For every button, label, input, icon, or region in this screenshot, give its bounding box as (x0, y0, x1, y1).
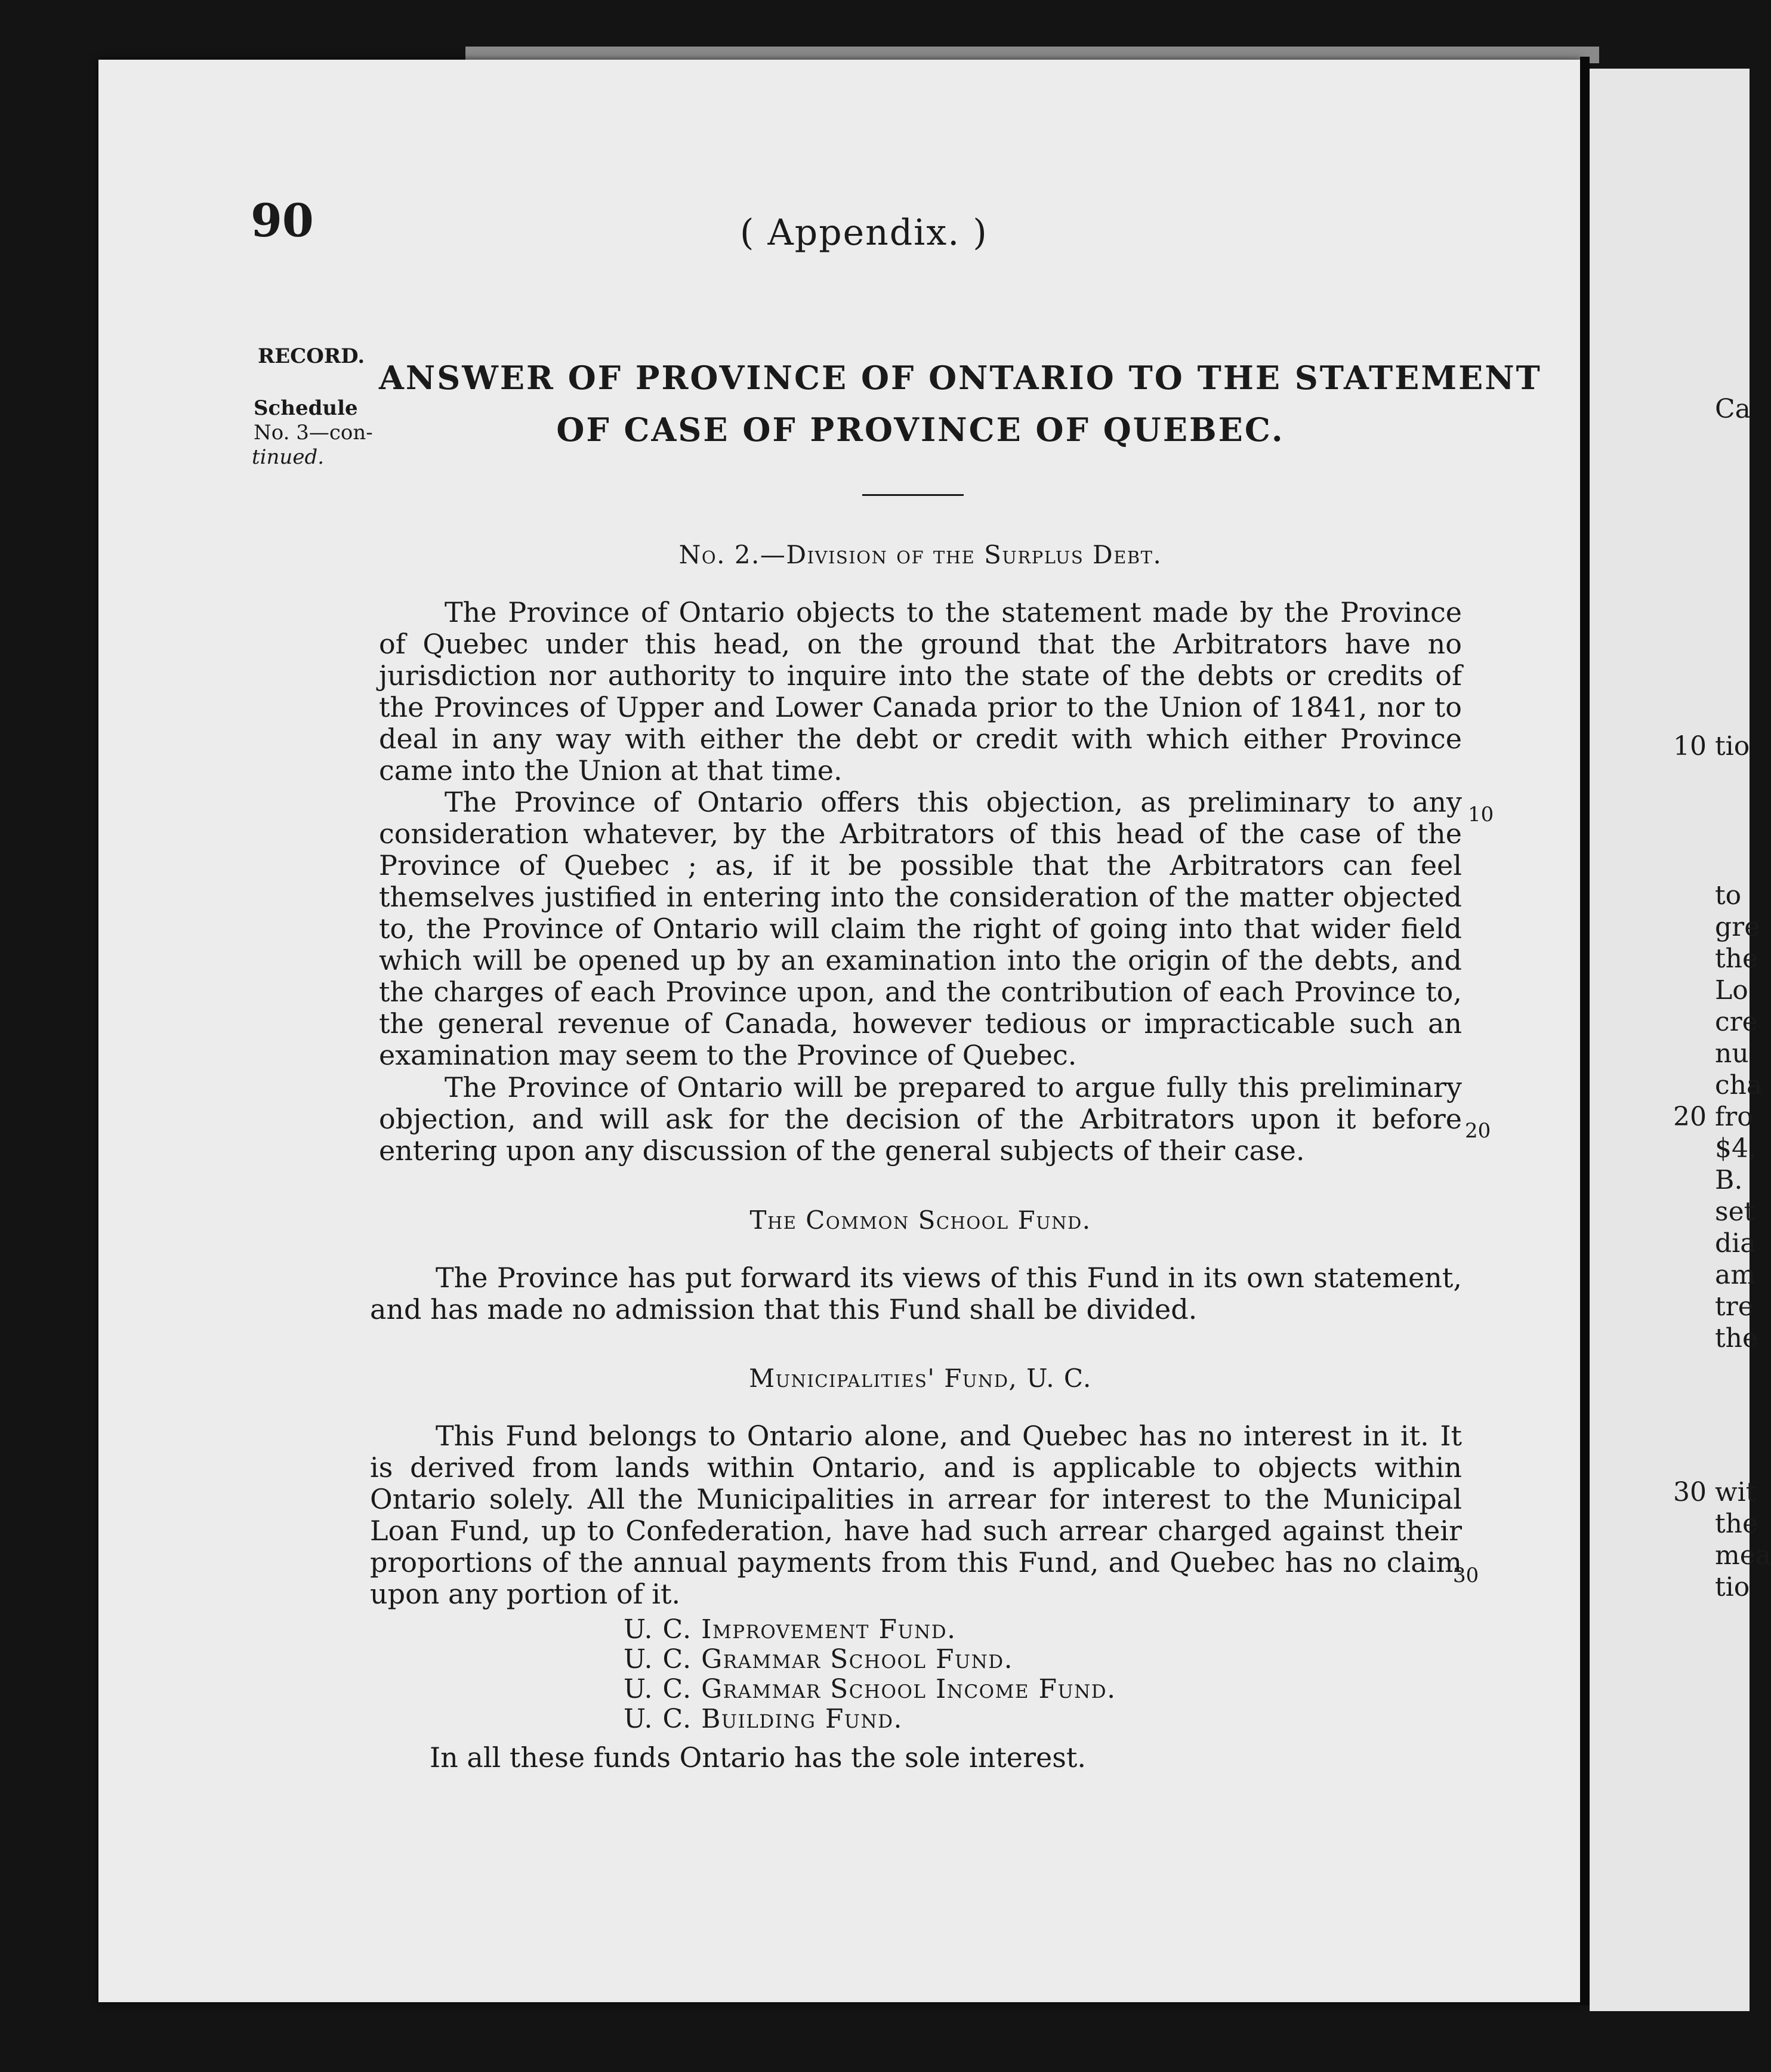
section-heading-common-school: The Common School Fund. (749, 1205, 1091, 1235)
section-heading-surplus-debt: No. 2.—Division of the Surplus Debt. (678, 540, 1162, 569)
facing-fragment: set (1715, 1197, 1755, 1227)
paragraph: The Province of Ontario offers this objection, as preliminary to any consideration whatever, by the Arbitrators of this head of the case of the Province of Quebec ; as, if it be possible that the Arbitrators can feel themselves justified in entering into the consideration of the matter objected to, the Province of Ontario will claim the right of going into that wider field which will be opened up by an examination into the origin of the debts, and the charges of each Province upon, and the contribution of each Province to, the general revenue of Canada, however tedious or impracticable such an examination may seem to the Province of Quebec. (379, 786, 1462, 1071)
facing-fragment: B. (1715, 1165, 1743, 1195)
title-rule (862, 494, 964, 496)
facing-fragment: cha (1715, 1070, 1763, 1100)
page-title-line1: ANSWER OF PROVINCE OF ONTARIO TO THE STATEMENT (379, 359, 1542, 397)
page-title-line2: OF CASE OF PROVINCE OF QUEBEC. (556, 411, 1285, 449)
book-spine (1580, 57, 1590, 2005)
margin-schedule-number: No. 3—con- (254, 421, 373, 445)
facing-fragment: cre (1715, 1007, 1758, 1037)
margin-continued: tinued. (252, 445, 325, 469)
facing-fragment: tre (1715, 1291, 1754, 1322)
facing-fragment: Lo (1715, 975, 1748, 1006)
line-number: 30 (1453, 1564, 1479, 1587)
facing-fragment: tio (1715, 1572, 1750, 1602)
facing-fragment: am (1715, 1260, 1755, 1290)
facing-fragment: 20 fro (1673, 1102, 1753, 1132)
running-head: ( Appendix. ) (740, 212, 988, 254)
facing-fragment: 30 wit (1673, 1477, 1757, 1507)
margin-schedule: Schedule (254, 396, 358, 420)
facing-fragment: the (1715, 944, 1758, 974)
facing-page (1590, 69, 1771, 2011)
facing-fragment: 10 tio (1673, 731, 1750, 761)
fund-list-item: U. C. Grammar School Fund. (624, 1644, 1014, 1675)
facing-fragment: dia (1715, 1228, 1756, 1259)
facing-fragment: Ca (1715, 394, 1751, 424)
facing-fragment: mea (1715, 1540, 1771, 1571)
fund-list-item: U. C. Improvement Fund. (624, 1614, 957, 1645)
fund-list-item: U. C. Grammar School Income Fund. (624, 1674, 1116, 1704)
facing-fragment: $4, (1715, 1133, 1757, 1164)
paragraph: The Province of Ontario objects to the statement made by the Province of Quebec under this head, on the ground that the Arbitrators have no jurisdiction nor authority to inquire into the state of the debts or credits of the Provinces of Upper and Lower Canada prior to the Union of 1841, nor to deal in any way with either the debt or credit with which either Province came into the Union at that time. (379, 596, 1462, 787)
margin-record: RECORD. (258, 344, 365, 368)
paragraph: The Province of Ontario will be prepared to argue fully this preliminary objection, and will ask for the decision of the Arbitrators upon it before entering upon any discussion of the general subjects of their case. (379, 1071, 1462, 1167)
line-number: 20 (1465, 1119, 1491, 1143)
fund-list-item: U. C. Building Fund. (624, 1704, 903, 1734)
facing-fragment: gre (1715, 912, 1760, 942)
facing-fragment: nu (1715, 1038, 1749, 1069)
section-heading-municipalities: Municipalities' Fund, U. C. (749, 1364, 1092, 1393)
facing-fragment: the (1715, 1323, 1758, 1353)
closing-line: In all these funds Ontario has the sole interest. (430, 1741, 1086, 1774)
page-number: 90 (251, 194, 314, 247)
paragraph: The Province has put forward its views of this Fund in its own statement, and has made no admission that this Fund shall be divided. (370, 1262, 1462, 1325)
facing-fragment: the (1715, 1509, 1758, 1539)
paragraph: This Fund belongs to Ontario alone, and Quebec has no interest in it. It is derived from lands within Ontario, and is applicable to objects within Ontario solely. All the Municipalities in arrear for interest to the Municipal Loan Fund, up to Confederation, have had such arrear charged against their proportions of the annual payments from this Fund, and Quebec has no claim upon any portion of it. (370, 1420, 1462, 1610)
facing-fragment: to (1715, 880, 1742, 911)
line-number: 10 (1468, 803, 1494, 827)
